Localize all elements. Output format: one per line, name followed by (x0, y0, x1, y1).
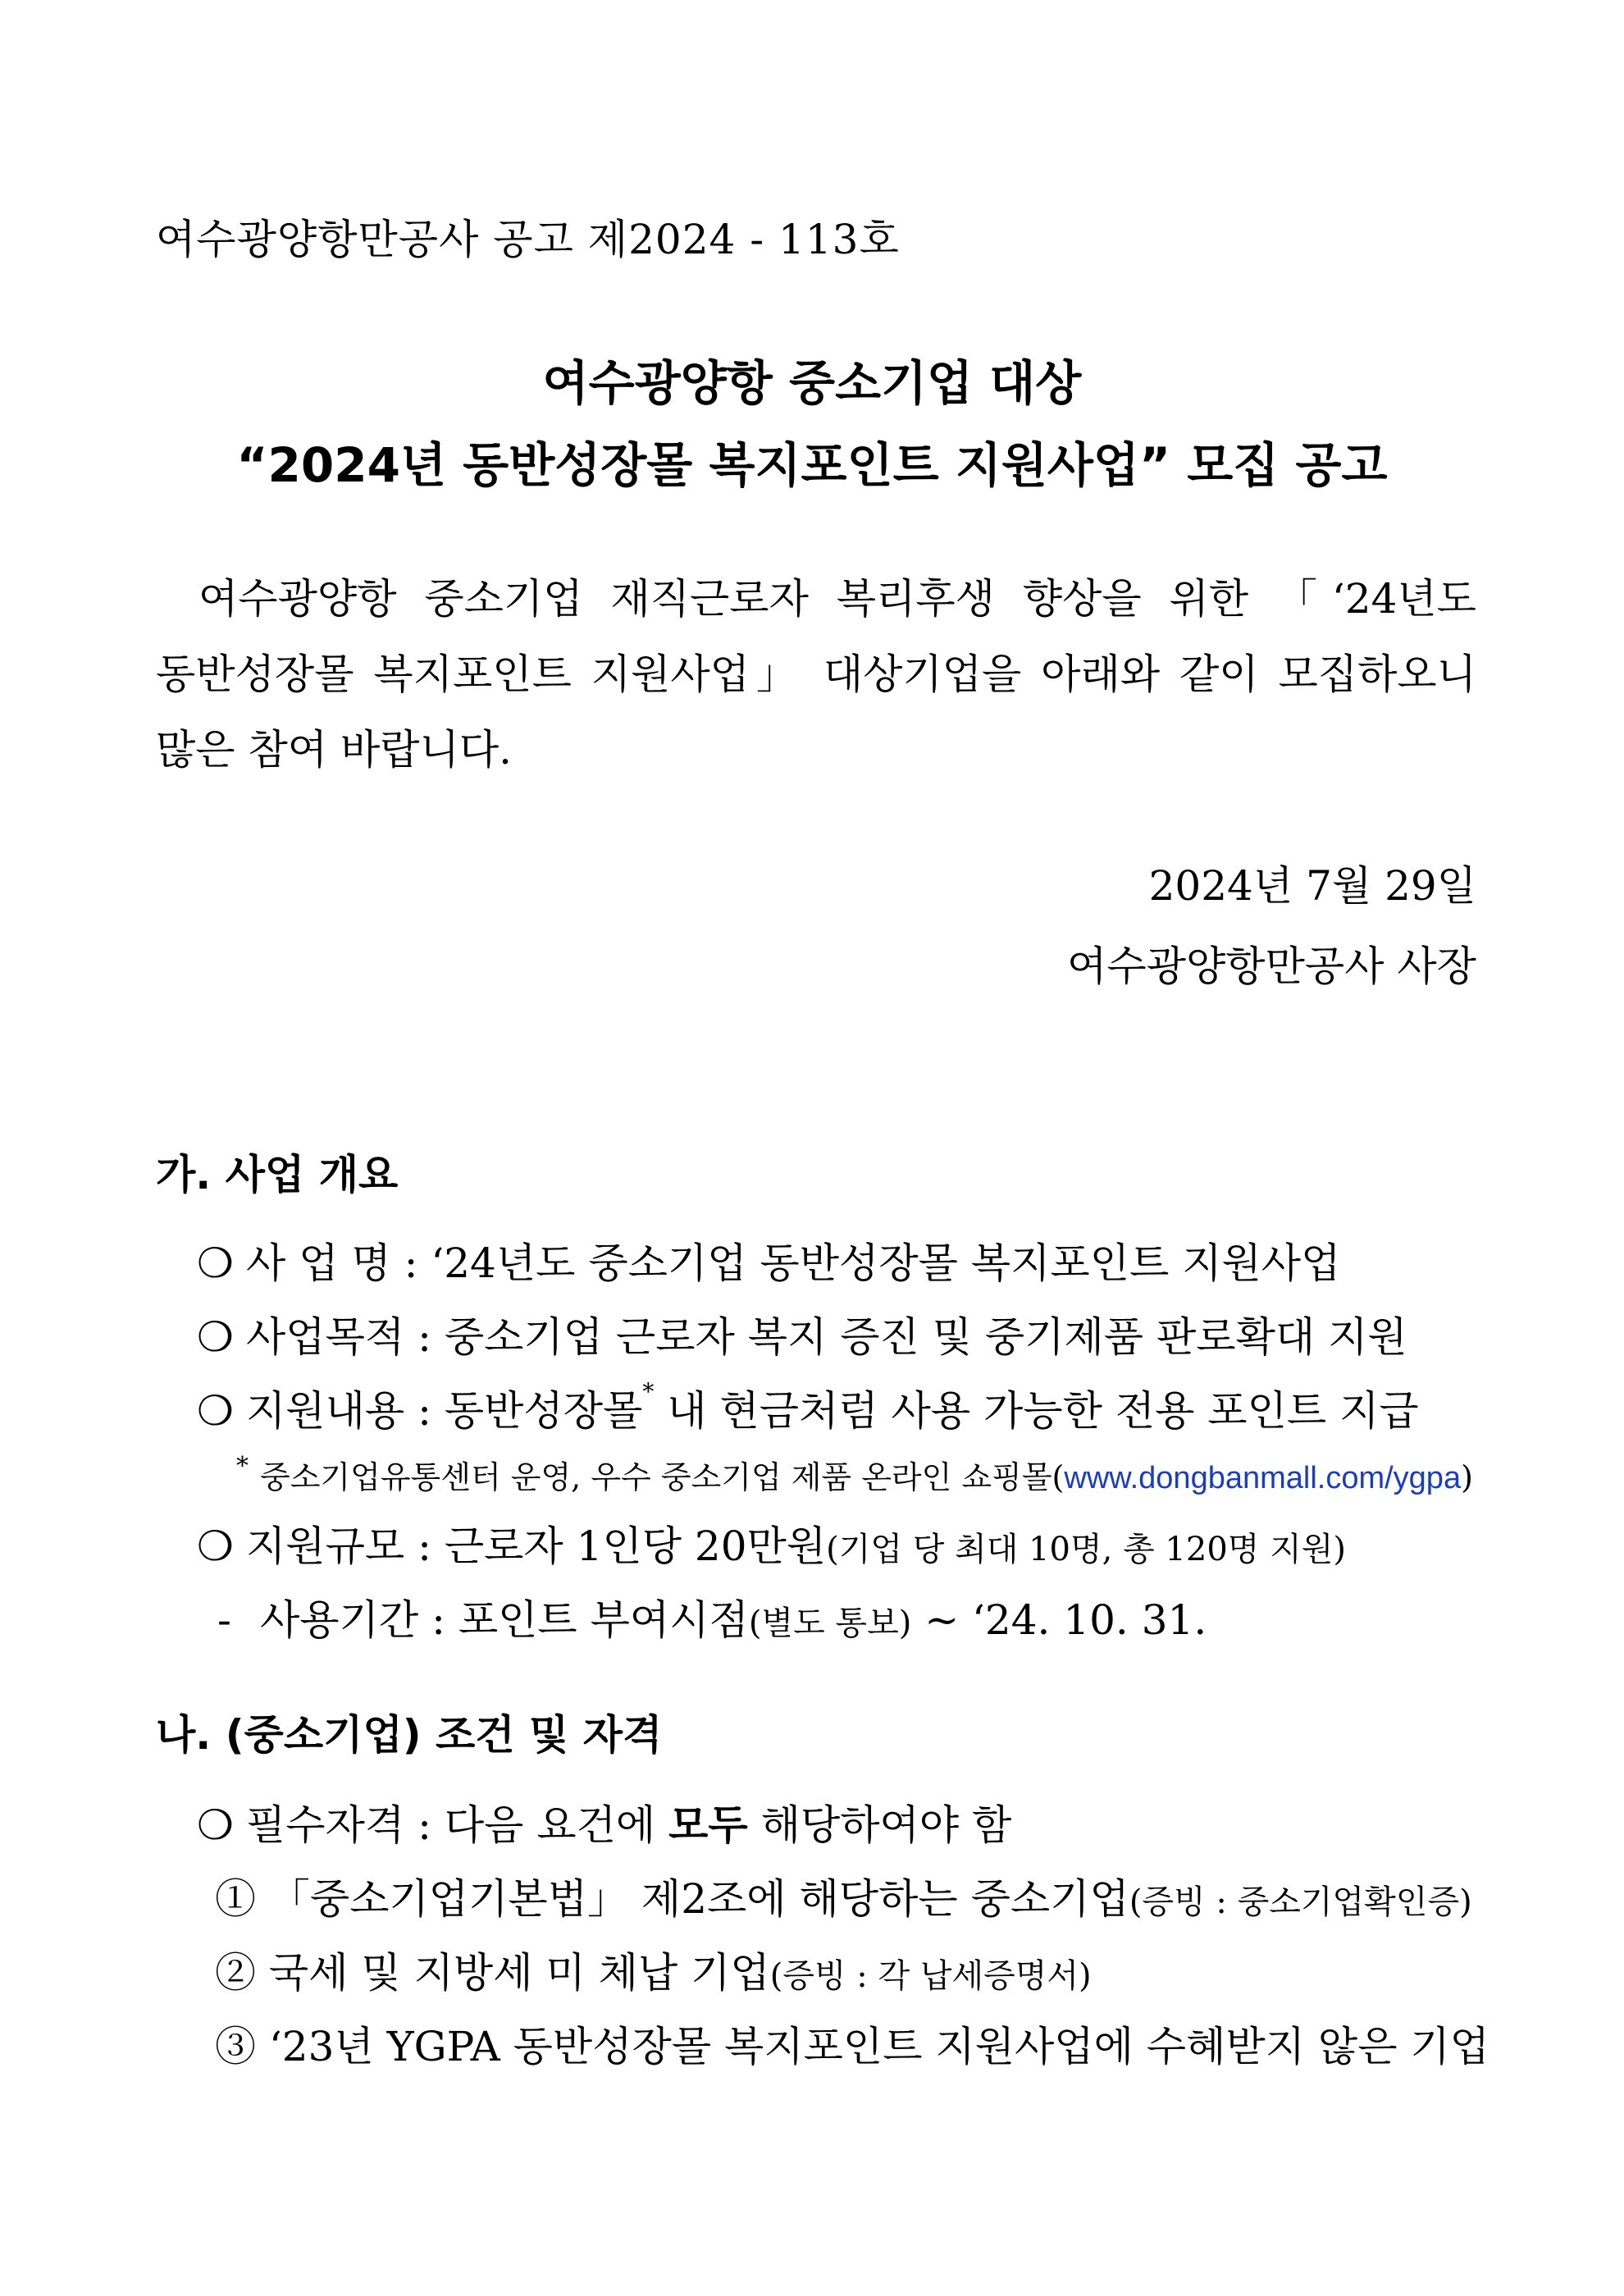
condition-text: 「중소기업기본법」 제2조에 해당하는 중소기업 (268, 1875, 1129, 1923)
notice-date: 2024년 7월 29일 (1148, 862, 1476, 910)
mall-link[interactable]: www.dongbanmall.com/ygpa (1064, 1461, 1462, 1495)
section-heading-overview: 가. 사업 개요 (156, 1151, 399, 1198)
condition-2 (215, 1940, 1092, 1999)
bullet-icon: ❍ (197, 1239, 234, 1287)
condition-proof: (증빙 : 중소기업확인증) (1129, 1883, 1472, 1921)
notice-number: 여수광양항만공사 공고 제2024 - 113호 (156, 216, 900, 263)
signature: 여수광양항만공사 사장 (1067, 943, 1476, 990)
footnote (236, 1452, 1473, 1497)
bullet-icon: ❍ (197, 1801, 234, 1849)
overview-item-scale (197, 1513, 1346, 1573)
footnote-close: ) (1461, 1459, 1473, 1495)
item-text-rest: 해당하여야 함 (747, 1801, 1012, 1849)
overview-item-name (197, 1230, 1340, 1290)
circled-number-1: ① (215, 1875, 256, 1923)
item-text-rest: ~ ‘24. 10. 31. (911, 1596, 1207, 1644)
title-line-2: “2024년 동반성장몰 복지포인트 지원사업” 모집 공고 (236, 437, 1388, 493)
item-detail: (별도 통보) (748, 1604, 912, 1642)
item-text: 지원내용 : 동반성장몰 (246, 1387, 643, 1435)
intro-line-2: 동반성장몰 복지포인트 지원사업」 대상기업을 아래와 같이 모집하오니 (156, 650, 1476, 698)
item-text: 필수자격 : 다음 요건에 (246, 1801, 669, 1849)
bullet-icon: ❍ (197, 1522, 234, 1570)
item-detail: (기업 당 최대 10명, 총 120명 지원) (826, 1531, 1347, 1568)
item-text: 사 업 명 : ‘24년도 중소기업 동반성장몰 복지포인트 지원사업 (246, 1239, 1341, 1287)
condition-3 (215, 2014, 1489, 2073)
condition-1 (215, 1866, 1472, 1925)
circled-number-2: ② (215, 1949, 256, 1997)
item-text: 지원규모 : 근로자 1인당 20만원 (246, 1522, 827, 1570)
item-text: 사업목적 : 중소기업 근로자 복지 증진 및 중기제품 판로확대 지원 (246, 1313, 1407, 1361)
overview-item-purpose (197, 1304, 1407, 1363)
intro-line-3: 많은 참여 바랍니다. (156, 726, 513, 774)
intro-line-1: 여수광양항 중소기업 재직근로자 복리후생 향상을 위한 「‘24년도 (198, 575, 1476, 623)
title-line-1: 여수광양항 중소기업 대상 (542, 355, 1082, 411)
bullet-icon: ❍ (197, 1387, 234, 1435)
dash-icon: - (217, 1596, 231, 1644)
overview-subitem-period (217, 1587, 1207, 1646)
circled-number-3: ③ (215, 2023, 256, 2070)
section-heading-eligibility: 나. (중소기업) 조건 및 자격 (156, 1711, 663, 1759)
footnote-star: * (236, 1452, 249, 1481)
overview-item-content (197, 1378, 1419, 1437)
condition-proof: (증빙 : 각 납세증명서) (769, 1957, 1092, 1995)
item-emphasis: 모두 (668, 1801, 748, 1849)
item-text-rest: 내 현금처럼 사용 가능한 전용 포인트 지급 (654, 1387, 1419, 1435)
footnote-marker: * (642, 1378, 655, 1405)
footnote-text: 중소기업유통센터 운영, 우수 중소기업 제품 온라인 쇼핑몰( (260, 1459, 1065, 1495)
item-text: 사용기간 : 포인트 부여시점 (260, 1596, 749, 1644)
condition-text: 국세 및 지방세 미 체납 기업 (268, 1949, 770, 1997)
eligibility-requirement (197, 1792, 1011, 1851)
condition-text: ‘23년 YGPA 동반성장몰 복지포인트 지원사업에 수혜받지 않은 기업 (268, 2023, 1489, 2070)
bullet-icon: ❍ (197, 1313, 234, 1361)
